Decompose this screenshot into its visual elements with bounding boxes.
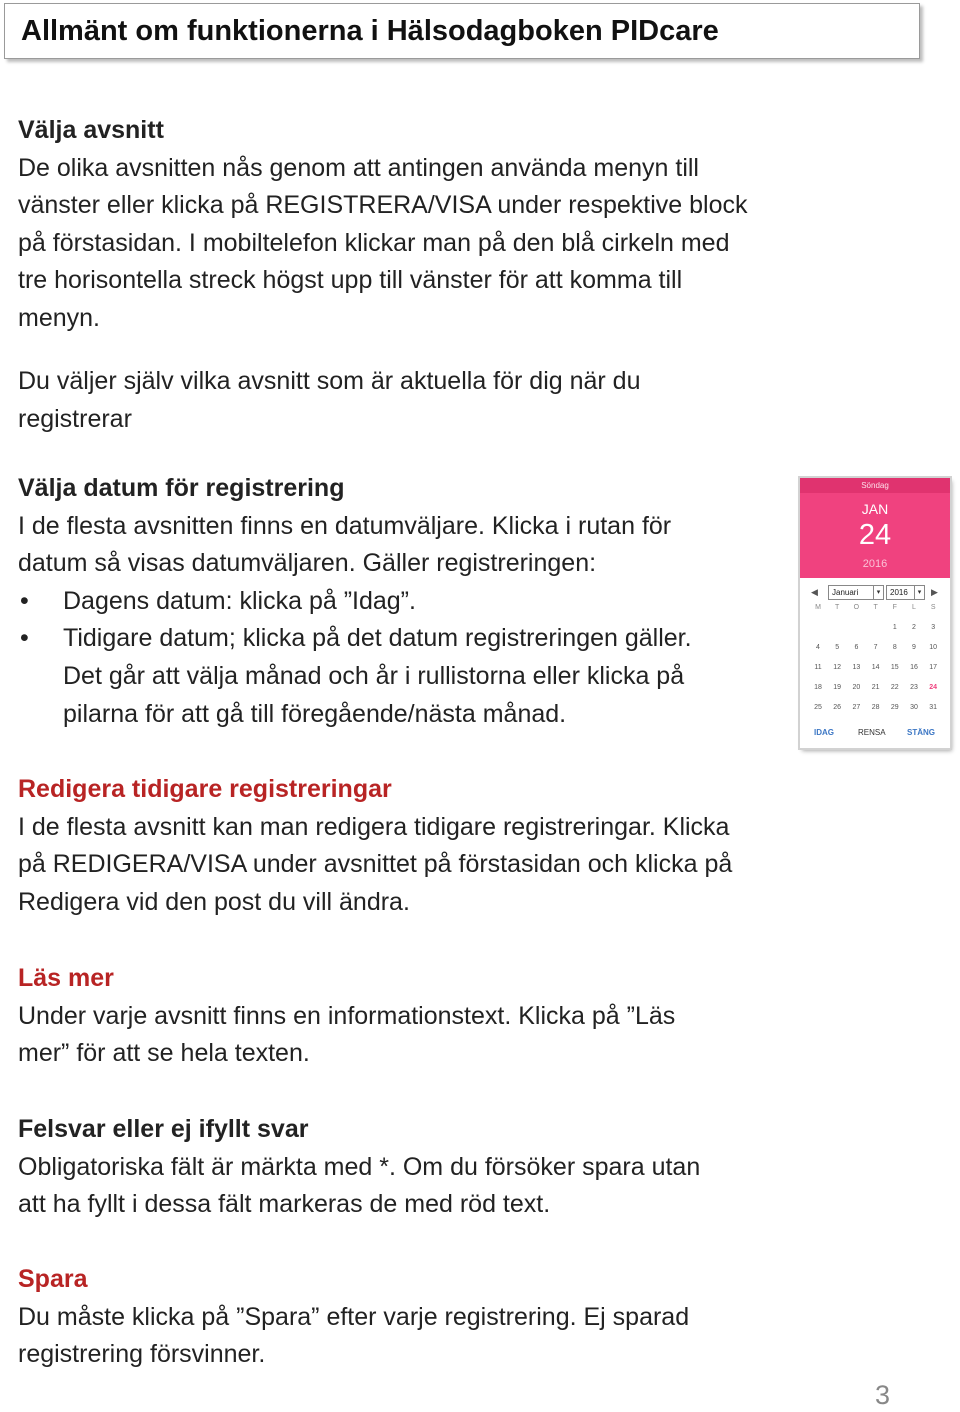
bullet-text: Dagens datum: klicka på ”Idag”. [63,586,416,615]
section-heading: Välja avsnitt [18,116,164,144]
body-line: De olika avsnitten nås genom att antingen använda menyn till [18,153,699,182]
section-spara [18,1261,898,1374]
weekday-label: O [853,604,860,611]
bullet-text: Det går att välja månad och år i rullistorna eller klicka på [63,661,685,690]
calendar-day[interactable]: 23 [910,684,918,691]
clear-button[interactable]: RENSA [858,728,886,737]
calendar-day[interactable]: 9 [912,644,916,651]
section-valja-datum [18,470,788,733]
calendar-day[interactable]: 8 [892,644,897,651]
calendar-day[interactable]: 6 [854,644,859,651]
bullet-list [18,583,788,733]
calendar-day[interactable]: 15 [890,664,899,671]
body-line: Du väljer själv vilka avsnitt som är aktuella för dig när du [18,367,641,395]
calendar-day[interactable]: 22 [890,684,899,691]
calendar-day[interactable]: 14 [871,664,880,671]
calendar-day[interactable]: 20 [852,684,861,691]
calendar-day[interactable]: 7 [873,644,878,651]
body-line: tre horisontella streck högst upp till vänster för att komma till [18,266,683,295]
year-select[interactable] [886,585,925,600]
calendar-day[interactable]: 27 [852,704,861,711]
body-line: mer” för att se hela texten. [18,1039,310,1068]
calendar-day[interactable]: 5 [835,644,840,651]
calendar-day[interactable]: 12 [833,664,842,671]
bullet-text: Tidigare datum; klicka på det datum registreringen gäller. [63,624,692,653]
bullet-item [18,583,788,621]
page-title-box [4,3,920,59]
datepicker-header [800,478,950,578]
calendar-day[interactable]: 13 [852,664,861,671]
prev-month-icon[interactable]: ◀ [811,587,818,597]
section-heading: Läs mer [18,964,114,992]
body-line: Obligatoriska fält är märkta med *. Om du försöker spara utan [18,1152,701,1181]
datepicker-month: JAN [861,501,889,517]
calendar-day[interactable]: 11 [814,664,822,671]
bullet-icon: • [20,624,29,653]
section-felsvar [18,1111,898,1224]
page-number: 3 [875,1380,891,1410]
calendar-day[interactable]: 16 [910,664,918,671]
today-button[interactable]: IDAG [814,728,834,737]
calendar-day[interactable]: 31 [929,704,938,711]
body-line: vänster eller klicka på REGISTRERA/VISA under respektive block [18,191,748,220]
calendar-day[interactable]: 24 [929,684,938,691]
calendar-day[interactable]: 3 [931,624,936,631]
calendar-day[interactable]: 2 [912,624,916,631]
chevron-down-icon: ▾ [873,586,883,599]
body-line: I de flesta avsnitt kan man redigera tidigare registreringar. Klicka [18,812,730,841]
body-line: I de flesta avsnitten finns en datumväljare. Klicka i rutan för [18,511,672,540]
section-heading: Felsvar eller ej ifyllt svar [18,1115,309,1143]
body-line: registrerar [18,404,132,433]
weekday-label: F [892,604,897,611]
calendar-day[interactable]: 21 [871,684,880,691]
body-line: datum så visas datumväljaren. Gäller registreringen: [18,549,597,578]
calendar-day[interactable]: 19 [833,684,842,691]
chevron-down-icon: ▾ [914,586,924,599]
calendar-day[interactable]: 17 [929,664,938,671]
year-select-value: 2016 [890,588,908,597]
datepicker-year: 2016 [862,558,888,570]
calendar-day[interactable]: 29 [890,704,899,711]
weekday-label: T [835,604,840,611]
month-select[interactable] [828,585,884,600]
body-line: Du måste klicka på ”Spara” efter varje registrering. Ej sparad [18,1302,690,1331]
datepicker-day: 24 [858,519,892,551]
calendar-day[interactable]: 30 [910,704,918,711]
body-line: Under varje avsnitt finns en informationstext. Klicka på ”Läs [18,1001,676,1030]
section-valja-avsnitt-note [18,363,898,438]
body-line: att ha fyllt i dessa fält markeras de med röd text. [18,1190,551,1219]
section-heading: Spara [18,1265,88,1293]
calendar-day[interactable]: 28 [871,704,880,711]
weekday-label: L [912,604,916,611]
section-valja-avsnitt [18,112,898,338]
calendar-day[interactable]: 10 [929,644,938,651]
section-redigera [18,771,898,921]
month-select-value: Januari [832,588,859,597]
body-line: Redigera vid den post du vill ändra. [18,887,410,916]
calendar-day[interactable]: 4 [816,644,820,651]
datepicker-weekday: Söndag [800,478,950,493]
body-line: menyn. [18,303,100,332]
body-line: registrering försvinner. [18,1340,266,1369]
bullet-text: pilarna för att gå till föregående/nästa månad. [63,699,567,728]
section-heading: Välja datum för registrering [18,474,345,502]
body-line: på förstasidan. I mobiltelefon klickar man på den blå cirkeln med [18,228,730,257]
next-month-icon[interactable]: ▶ [931,587,938,597]
bullet-item [18,620,788,733]
bullet-icon: • [20,586,29,615]
close-button[interactable]: STÄNG [907,728,935,737]
calendar-day[interactable]: 18 [814,684,822,691]
weekday-label: M [815,604,821,611]
datepicker-screenshot [800,478,950,748]
page-title: Allmänt om funktionerna i Hälsodagboken PIDcare [21,15,719,47]
calendar-day[interactable]: 1 [892,624,897,631]
section-las-mer [18,960,898,1073]
body-line: på REDIGERA/VISA under avsnittet på förstasidan och klicka på [18,850,733,879]
weekday-label: T [873,604,878,611]
calendar-day[interactable]: 26 [833,704,842,711]
calendar-day[interactable]: 25 [814,704,822,711]
weekday-label: S [930,604,936,611]
section-heading: Redigera tidigare registreringar [18,775,392,803]
